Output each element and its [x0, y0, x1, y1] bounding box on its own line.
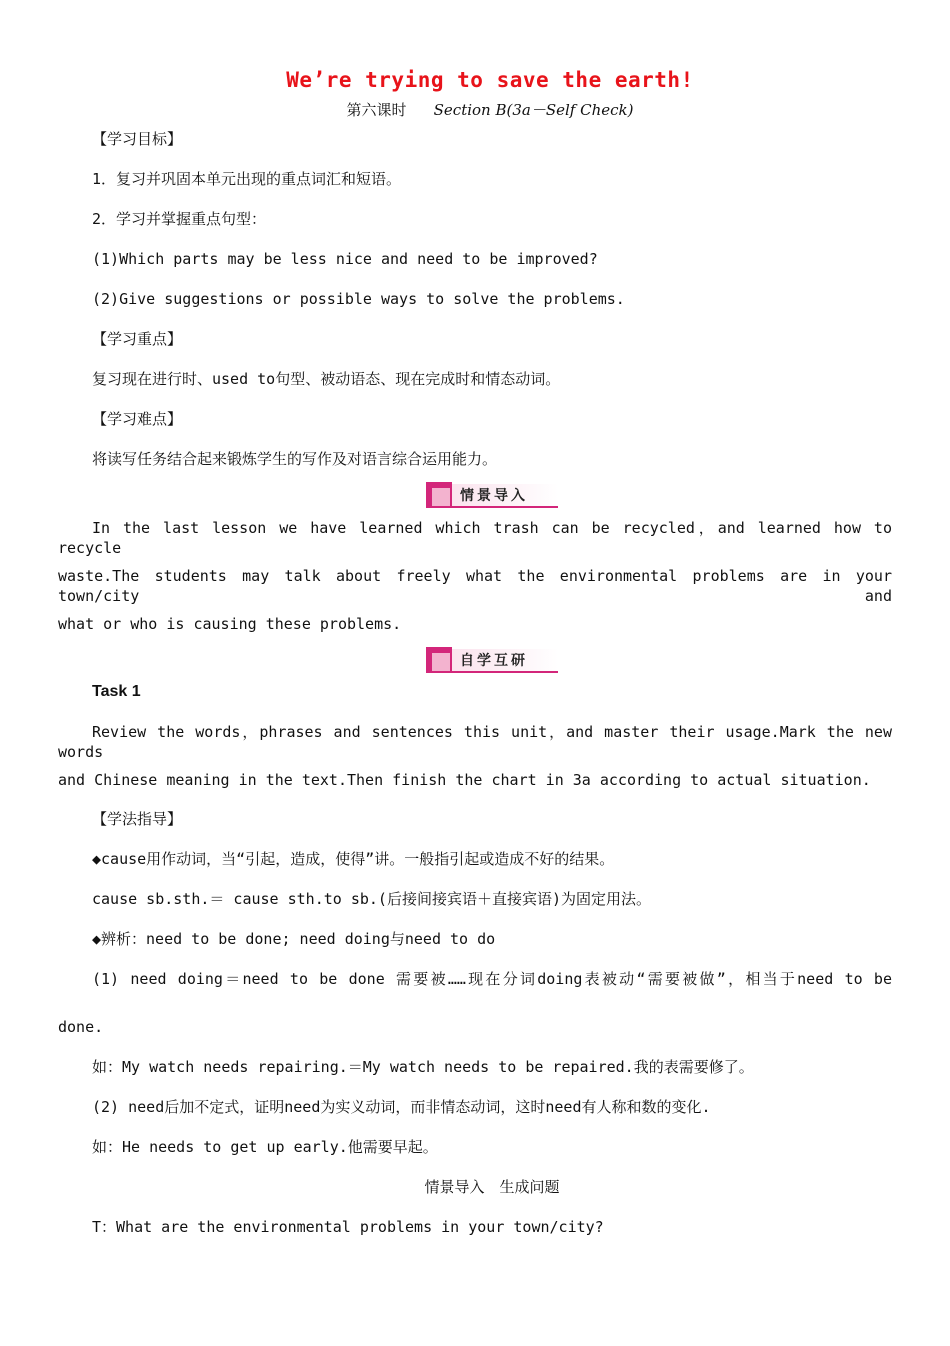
objective-item-2: 2．学习并掌握重点句型： — [92, 210, 267, 228]
intro-line-3: what or who is causing these problems. — [58, 615, 402, 633]
guide-cause-1: ◆cause用作动词，当“引起，造成，使得”讲。一般指引起或造成不好的结果。 — [92, 850, 615, 868]
banner-selfstudy-label: 自学互研 — [460, 653, 528, 669]
difficulties-heading: 【学习难点】 — [92, 410, 183, 428]
scene-heading: 情景导入 生成问题 — [424, 1178, 560, 1196]
key-points-heading: 【学习重点】 — [92, 330, 183, 348]
objectives-heading: 【学习目标】 — [92, 130, 183, 148]
task1-heading: Task 1 — [92, 683, 141, 700]
task1-line-1: Review the words，phrases and sentences this unit，and master their usage.Mark the new words — [58, 723, 892, 761]
scene-question: T：What are the environmental problems in your town/city? — [92, 1218, 604, 1236]
section-label: Section B(3a－Self Check) — [433, 101, 634, 119]
objective-item-1: 1．复习并巩固本单元出现的重点词汇和短语。 — [92, 170, 402, 188]
objective-sub-1: (1)Which parts may be less nice and need to be improved? — [92, 250, 598, 268]
banner-intro-label: 情景导入 — [460, 488, 528, 504]
guide-need-heading: ◆辨析：need to be done; need doing与need to do — [92, 930, 496, 948]
guide-need1-line-1: (1) need doing＝need to be done 需要被……现在分词doing表被动“需要被做”，相当于need to be — [92, 970, 892, 988]
guide-need1-line-2: done. — [58, 1018, 104, 1036]
intro-line-1: In the last lesson we have learned which trash can be recycled，and learned how to recycle — [58, 519, 892, 557]
intro-line-2: waste.The students may talk about freely what the environmental problems are in your town/city and — [58, 567, 892, 605]
section-banner-intro — [426, 482, 558, 508]
guide-cause-2: cause sb.sth.＝ cause sth.to sb.(后接间接宾语＋直接宾语)为固定用法。 — [92, 890, 651, 908]
guide-example-1: 如：My watch needs repairing.＝My watch needs to be repaired.我的表需要修了。 — [92, 1058, 754, 1076]
lesson-label: 第六课时 — [346, 101, 407, 119]
key-points-text: 复习现在进行时、used to句型、被动语态、现在完成时和情态动词。 — [92, 370, 561, 388]
guide-need2: (2) need后加不定式，证明need为实义动词，而非情态动词，这时need有人称和数的变化. — [92, 1098, 711, 1116]
section-banner-selfstudy — [426, 647, 558, 673]
guide-heading: 【学法指导】 — [92, 810, 183, 828]
objective-sub-2: (2)Give suggestions or possible ways to solve the problems. — [92, 290, 625, 308]
lesson-subtitle — [0, 100, 950, 120]
difficulties-text: 将读写任务结合起来锻炼学生的写作及对语言综合运用能力。 — [92, 450, 498, 468]
page-title: We’re trying to save the earth! — [286, 68, 694, 92]
guide-example-2: 如：He needs to get up early.他需要早起。 — [92, 1138, 438, 1156]
task1-line-2: and Chinese meaning in the text.Then finish the chart in 3a according to actual situation. — [58, 771, 871, 789]
